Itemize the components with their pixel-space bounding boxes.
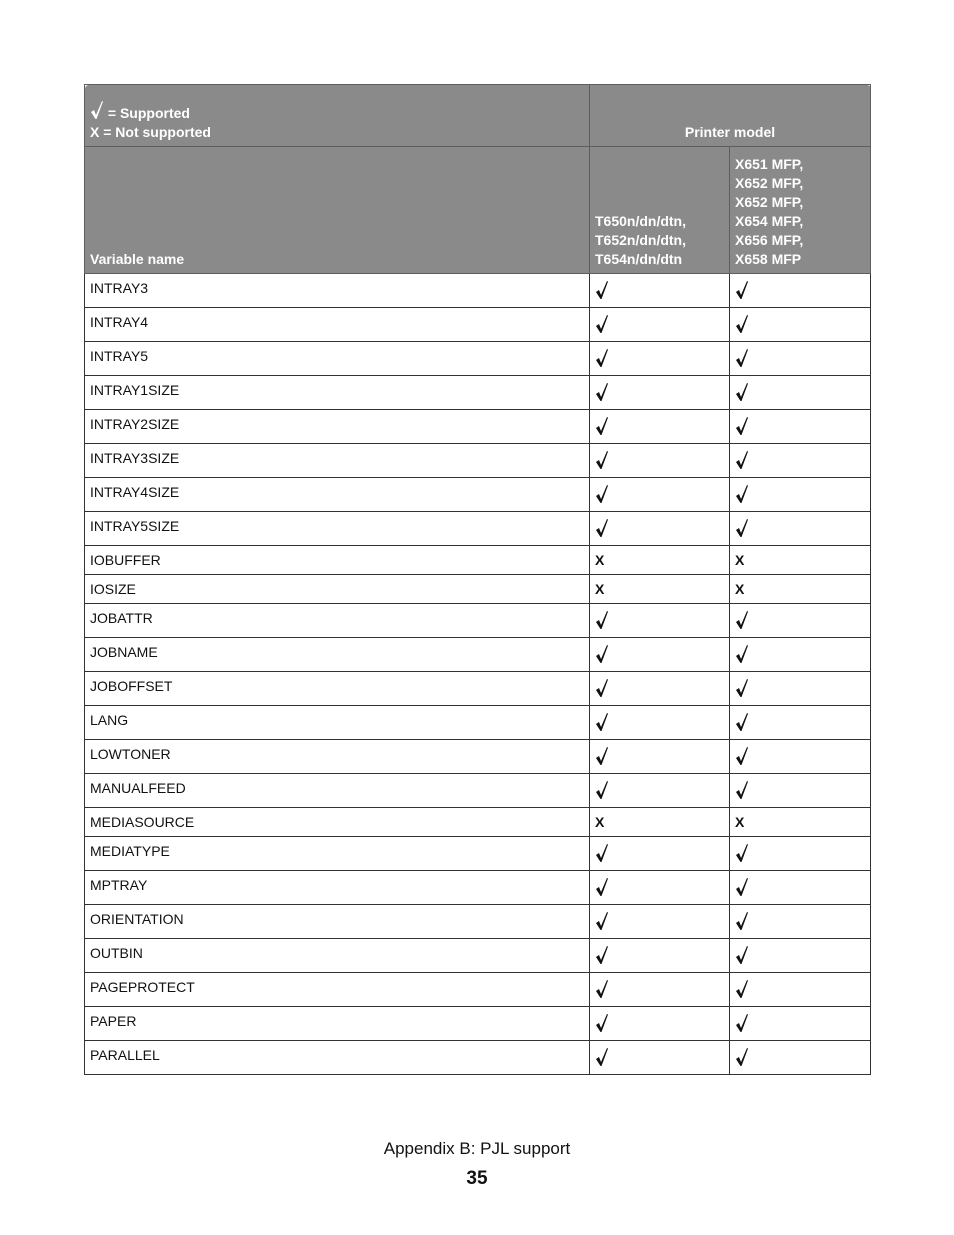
x651-support-cell — [730, 939, 871, 973]
checkmark-icon — [735, 1047, 749, 1067]
t650-support-cell — [590, 444, 730, 478]
variable-name-cell: INTRAY5SIZE — [85, 512, 590, 546]
t650-support-cell — [590, 638, 730, 672]
x651-support-cell — [730, 1007, 871, 1041]
table-row — [85, 376, 871, 410]
variable-name-cell: MPTRAY — [85, 871, 590, 905]
x651-header-line: X656 MFP, — [735, 232, 804, 248]
x651-support-cell — [730, 740, 871, 774]
t650-support-cell — [590, 808, 730, 837]
support-table-container — [84, 84, 870, 1075]
not-supported-mark: X — [595, 581, 605, 597]
checkmark-icon — [735, 911, 749, 931]
checkmark-icon — [735, 1013, 749, 1033]
table-row — [85, 575, 871, 604]
checkmark-icon — [595, 314, 609, 334]
checkmark-icon — [735, 280, 749, 300]
table-row — [85, 604, 871, 638]
pjl-support-table — [84, 84, 871, 1075]
checkmark-icon — [735, 780, 749, 800]
checkmark-icon — [735, 518, 749, 538]
checkmark-icon — [735, 678, 749, 698]
x651-support-cell — [730, 604, 871, 638]
variable-name-cell: LOWTONER — [85, 740, 590, 774]
t650-header-line: T654n/dn/dtn — [595, 251, 683, 267]
variable-name-cell: INTRAY4SIZE — [85, 478, 590, 512]
checkmark-icon — [595, 678, 609, 698]
t650-support-cell — [590, 342, 730, 376]
t650-support-cell — [590, 512, 730, 546]
table-row — [85, 478, 871, 512]
checkmark-icon — [735, 746, 749, 766]
checkmark-icon — [735, 484, 749, 504]
variable-name-cell: PAGEPROTECT — [85, 973, 590, 1007]
variable-name-cell: IOSIZE — [85, 575, 590, 604]
t650-support-cell — [590, 1007, 730, 1041]
checkmark-icon — [595, 610, 609, 630]
x651-support-cell — [730, 342, 871, 376]
x651-support-cell — [730, 973, 871, 1007]
variable-name-cell: JOBATTR — [85, 604, 590, 638]
t650-support-cell — [590, 274, 730, 308]
t650-support-cell — [590, 575, 730, 604]
checkmark-icon — [735, 314, 749, 334]
variable-name-cell: INTRAY4 — [85, 308, 590, 342]
table-row — [85, 837, 871, 871]
legend-cell — [85, 85, 590, 147]
checkmark-icon — [595, 945, 609, 965]
x651-support-cell — [730, 706, 871, 740]
checkmark-icon — [90, 100, 104, 120]
t650-support-cell — [590, 1041, 730, 1075]
variable-name-cell: INTRAY3SIZE — [85, 444, 590, 478]
t650-column-header — [590, 147, 730, 274]
table-row — [85, 740, 871, 774]
table-row — [85, 274, 871, 308]
checkmark-icon — [595, 644, 609, 664]
table-row — [85, 774, 871, 808]
x651-support-cell — [730, 808, 871, 837]
table-row — [85, 444, 871, 478]
x651-header-line: X651 MFP, — [735, 156, 804, 172]
table-row — [85, 512, 871, 546]
checkmark-icon — [595, 1047, 609, 1067]
checkmark-icon — [595, 382, 609, 402]
footer-title: Appendix B: PJL support — [383, 1139, 571, 1158]
variable-name-cell: PARALLEL — [85, 1041, 590, 1075]
t650-support-cell — [590, 410, 730, 444]
page-number: 35 — [466, 1168, 488, 1189]
table-row — [85, 1007, 871, 1041]
x651-header-line: X652 MFP, — [735, 194, 804, 210]
t650-support-cell — [590, 604, 730, 638]
checkmark-icon — [735, 348, 749, 368]
checkmark-icon — [595, 843, 609, 863]
variable-name-cell: PAPER — [85, 1007, 590, 1041]
table-row — [85, 706, 871, 740]
t650-header-line: T652n/dn/dtn, — [595, 232, 686, 248]
not-supported-mark: X — [595, 814, 605, 830]
printer-model-header: Printer model — [590, 85, 871, 147]
legend-row — [85, 85, 871, 147]
x651-support-cell — [730, 575, 871, 604]
variable-name-cell: OUTBIN — [85, 939, 590, 973]
variable-name-cell: MEDIASOURCE — [85, 808, 590, 837]
checkmark-icon — [595, 911, 609, 931]
x651-support-cell — [730, 638, 871, 672]
t650-support-cell — [590, 478, 730, 512]
checkmark-icon — [595, 484, 609, 504]
x651-support-cell — [730, 905, 871, 939]
checkmark-icon — [595, 712, 609, 732]
checkmark-icon — [735, 877, 749, 897]
t650-support-cell — [590, 308, 730, 342]
variable-name-cell: MANUALFEED — [85, 774, 590, 808]
variable-name-cell: LANG — [85, 706, 590, 740]
table-row — [85, 672, 871, 706]
not-supported-mark: X — [595, 552, 605, 568]
t650-support-cell — [590, 871, 730, 905]
t650-support-cell — [590, 774, 730, 808]
checkmark-icon — [735, 945, 749, 965]
t650-support-cell — [590, 939, 730, 973]
table-row — [85, 973, 871, 1007]
checkmark-icon — [735, 644, 749, 664]
x651-support-cell — [730, 478, 871, 512]
variable-name-header: Variable name — [85, 147, 590, 274]
checkmark-icon — [735, 843, 749, 863]
x651-support-cell — [730, 410, 871, 444]
checkmark-icon — [735, 610, 749, 630]
x651-support-cell — [730, 1041, 871, 1075]
t650-support-cell — [590, 706, 730, 740]
x651-support-cell — [730, 546, 871, 575]
x651-support-cell — [730, 512, 871, 546]
checkmark-icon — [595, 450, 609, 470]
variable-name-cell: MEDIATYPE — [85, 837, 590, 871]
variable-name-cell: INTRAY5 — [85, 342, 590, 376]
variable-name-cell: JOBOFFSET — [85, 672, 590, 706]
checkmark-icon — [595, 280, 609, 300]
table-row — [85, 871, 871, 905]
t650-support-cell — [590, 376, 730, 410]
checkmark-icon — [595, 746, 609, 766]
variable-name-cell: INTRAY3 — [85, 274, 590, 308]
checkmark-icon — [595, 348, 609, 368]
checkmark-icon — [595, 780, 609, 800]
variable-name-cell: ORIENTATION — [85, 905, 590, 939]
checkmark-icon — [735, 450, 749, 470]
checkmark-icon — [735, 979, 749, 999]
not-supported-mark: X — [735, 581, 745, 597]
legend-supported: = Supported — [107, 105, 190, 121]
x651-support-cell — [730, 376, 871, 410]
table-row — [85, 308, 871, 342]
x651-header-line: X654 MFP, — [735, 213, 804, 229]
x651-support-cell — [730, 444, 871, 478]
legend-not-supported: X = Not supported — [90, 124, 211, 140]
t650-header-line: T650n/dn/dtn, — [595, 213, 686, 229]
x651-header-line: X652 MFP, — [735, 175, 804, 191]
checkmark-icon — [595, 518, 609, 538]
checkmark-icon — [595, 416, 609, 436]
x651-support-cell — [730, 308, 871, 342]
x651-header-line: X658 MFP — [735, 251, 802, 267]
checkmark-icon — [595, 877, 609, 897]
checkmark-icon — [735, 712, 749, 732]
t650-support-cell — [590, 740, 730, 774]
variable-name-cell: JOBNAME — [85, 638, 590, 672]
t650-support-cell — [590, 837, 730, 871]
not-supported-mark: X — [735, 552, 745, 568]
table-row — [85, 546, 871, 575]
table-row — [85, 342, 871, 376]
table-row — [85, 410, 871, 444]
x651-support-cell — [730, 871, 871, 905]
checkmark-icon — [735, 382, 749, 402]
table-row — [85, 939, 871, 973]
t650-support-cell — [590, 672, 730, 706]
checkmark-icon — [735, 416, 749, 436]
checkmark-icon — [595, 979, 609, 999]
x651-support-cell — [730, 774, 871, 808]
not-supported-mark: X — [735, 814, 745, 830]
variable-name-cell: INTRAY1SIZE — [85, 376, 590, 410]
t650-support-cell — [590, 905, 730, 939]
column-header-row — [85, 147, 871, 274]
variable-name-cell: INTRAY2SIZE — [85, 410, 590, 444]
x651-column-header — [730, 147, 871, 274]
x651-support-cell — [730, 274, 871, 308]
x651-support-cell — [730, 837, 871, 871]
variable-name-cell: IOBUFFER — [85, 546, 590, 575]
table-row — [85, 905, 871, 939]
table-row — [85, 1041, 871, 1075]
table-row — [85, 638, 871, 672]
checkmark-icon — [595, 1013, 609, 1033]
t650-support-cell — [590, 973, 730, 1007]
table-row — [85, 808, 871, 837]
t650-support-cell — [590, 546, 730, 575]
x651-support-cell — [730, 672, 871, 706]
